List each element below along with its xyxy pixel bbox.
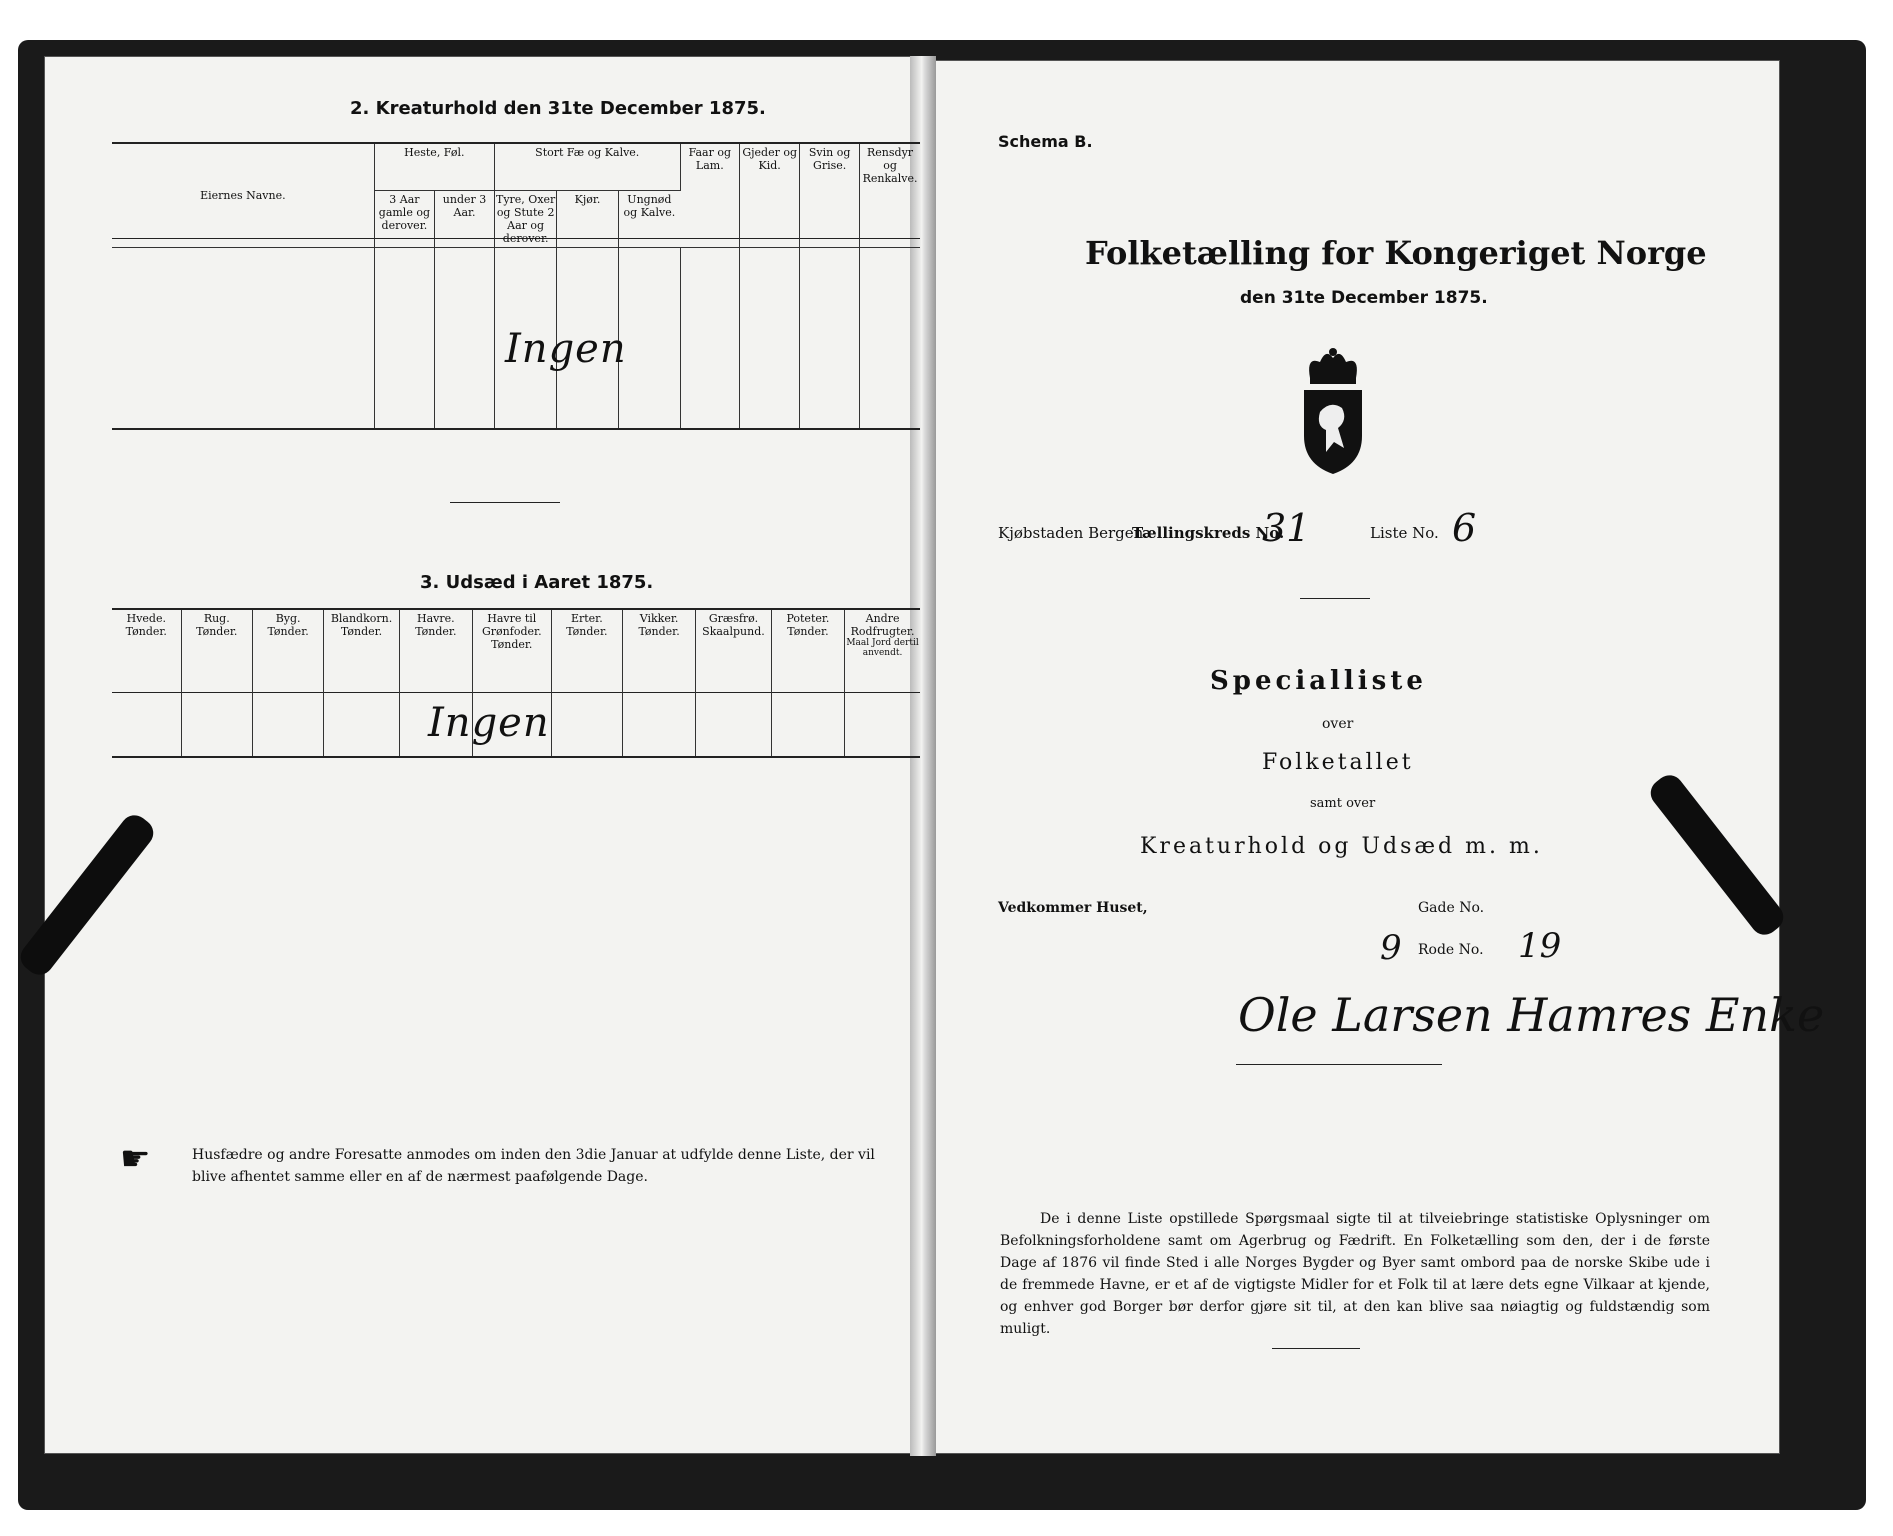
owners-header: Eiernes Navne. bbox=[200, 188, 286, 202]
horses-old-header: 3 Aar gamle og derover. bbox=[378, 192, 430, 232]
livestock-signature: Ingen bbox=[505, 326, 627, 372]
kjobstad-label: Kjøbstaden Bergen. bbox=[998, 524, 1149, 542]
specialliste-heading: Specialliste bbox=[1210, 666, 1427, 696]
section2-title: 2. Kreaturhold den 31te December 1875. bbox=[350, 98, 766, 119]
sow-col-unit: Tønder. bbox=[787, 625, 829, 638]
sheep-header: Faar og Lam. bbox=[688, 146, 732, 172]
sow-col-unit: Maal Jord dertil anvendt. bbox=[846, 638, 919, 658]
cattle-header: Stort Fæ og Kalve. bbox=[535, 146, 640, 159]
sow-col-name: Vikker. bbox=[639, 612, 679, 625]
sow-col-name: Havre til Grønfoder. bbox=[482, 612, 542, 638]
horses-young-header: under 3 Aar. bbox=[442, 192, 487, 219]
sow-col-name: Rug. bbox=[203, 612, 230, 625]
calves-header: Ungnød og Kalve. bbox=[623, 192, 676, 219]
sow-col-unit: Tønder. bbox=[638, 625, 680, 638]
vedkommer-label: Vedkommer Huset, bbox=[998, 900, 1148, 916]
bulls-header: Tyre, Oxer og Stute 2 Aar og derover. bbox=[495, 192, 556, 245]
rode-label: Rode No. bbox=[1418, 942, 1484, 958]
sow-col-unit: Tønder. bbox=[340, 625, 383, 638]
over-text: over bbox=[1322, 716, 1354, 732]
footer-text: De i denne Liste opstillede Spørgsmaal sigte til at tilveiebringe statistiske Oplysninger om Befolkningsforholdene samt om Agerbrug og Fædrift. En Folketælling som den, der i de første Dage af 1876 vil finde Sted i alle Norges Bygder og Byer samt ombord paa de norske Skibe ude i de fremmede Havne, er et af de vigtigste Midler for et Folk til at lære dets egne Vilkaar at kjende, og enhver god Borger bør derfor gjøre sit til, at den kan blive saa nøiagtig og fuldstændig som muligt. bbox=[1000, 1211, 1710, 1337]
sow-col-name: Andre Rodfrugter. bbox=[850, 612, 915, 638]
sow-col-name: Hvede. bbox=[126, 612, 166, 625]
sow-col-unit: Tønder. bbox=[491, 638, 533, 651]
schema-label: Schema B. bbox=[998, 132, 1093, 151]
sow-col-unit: Tønder. bbox=[267, 625, 309, 638]
sow-col-unit: Tønder. bbox=[415, 625, 457, 638]
sow-col-unit: Tønder. bbox=[125, 625, 167, 638]
sow-col-unit: Tønder. bbox=[196, 625, 238, 638]
reindeer-header: Rensdyr og Renkalve. bbox=[862, 146, 918, 185]
kreds-label: Tællingskreds No. bbox=[1132, 524, 1285, 542]
liste-number: 6 bbox=[1452, 506, 1477, 550]
sow-col-unit: Tønder. bbox=[566, 625, 608, 638]
cows-header: Kjør. bbox=[574, 192, 601, 206]
pigs-header: Svin og Grise. bbox=[808, 146, 851, 172]
sow-col-name: Erter. bbox=[570, 612, 603, 625]
owner-handwritten: Ole Larsen Hamres Enke bbox=[1238, 988, 1825, 1042]
horses-header: Heste, Føl. bbox=[404, 146, 465, 159]
livestock-table bbox=[112, 144, 920, 428]
pointing-hand-icon: ☛ bbox=[120, 1139, 151, 1179]
coat-of-arms-icon bbox=[1296, 346, 1370, 476]
notice-text: Husfædre og andre Foresatte anmodes om inden den 3die Januar at udfylde denne Liste, der vil blive afhentet samme eller en af de nærmest paafølgende Dage. bbox=[192, 1147, 875, 1185]
section3-title: 3. Udsæd i Aaret 1875. bbox=[420, 572, 654, 593]
kreds-number: 31 bbox=[1262, 506, 1311, 550]
kreaturhold-heading: Kreaturhold og Udsæd m. m. bbox=[1140, 834, 1543, 859]
census-date: den 31te December 1875. bbox=[1240, 288, 1488, 308]
census-title: Folketælling for Kongeriget Norge bbox=[1085, 234, 1707, 272]
goats-header: Gjeder og Kid. bbox=[742, 146, 798, 172]
sow-col-name: Byg. bbox=[275, 612, 301, 625]
gade-label: Gade No. bbox=[1418, 900, 1485, 916]
sow-col-name: Poteter. bbox=[786, 612, 830, 625]
samt-over-text: samt over bbox=[1310, 796, 1376, 811]
sow-col-unit: Skaalpund. bbox=[702, 625, 765, 638]
rode-prefix: 9 bbox=[1380, 928, 1402, 968]
folketallet-heading: Folketallet bbox=[1262, 750, 1414, 775]
rode-number: 19 bbox=[1518, 926, 1562, 966]
sow-col-name: Græsfrø. bbox=[708, 612, 759, 625]
sowing-signature: Ingen bbox=[428, 700, 550, 746]
liste-label: Liste No. bbox=[1370, 524, 1439, 542]
sow-col-name: Havre. bbox=[417, 612, 455, 625]
sow-col-name: Blandkorn. bbox=[330, 612, 393, 625]
